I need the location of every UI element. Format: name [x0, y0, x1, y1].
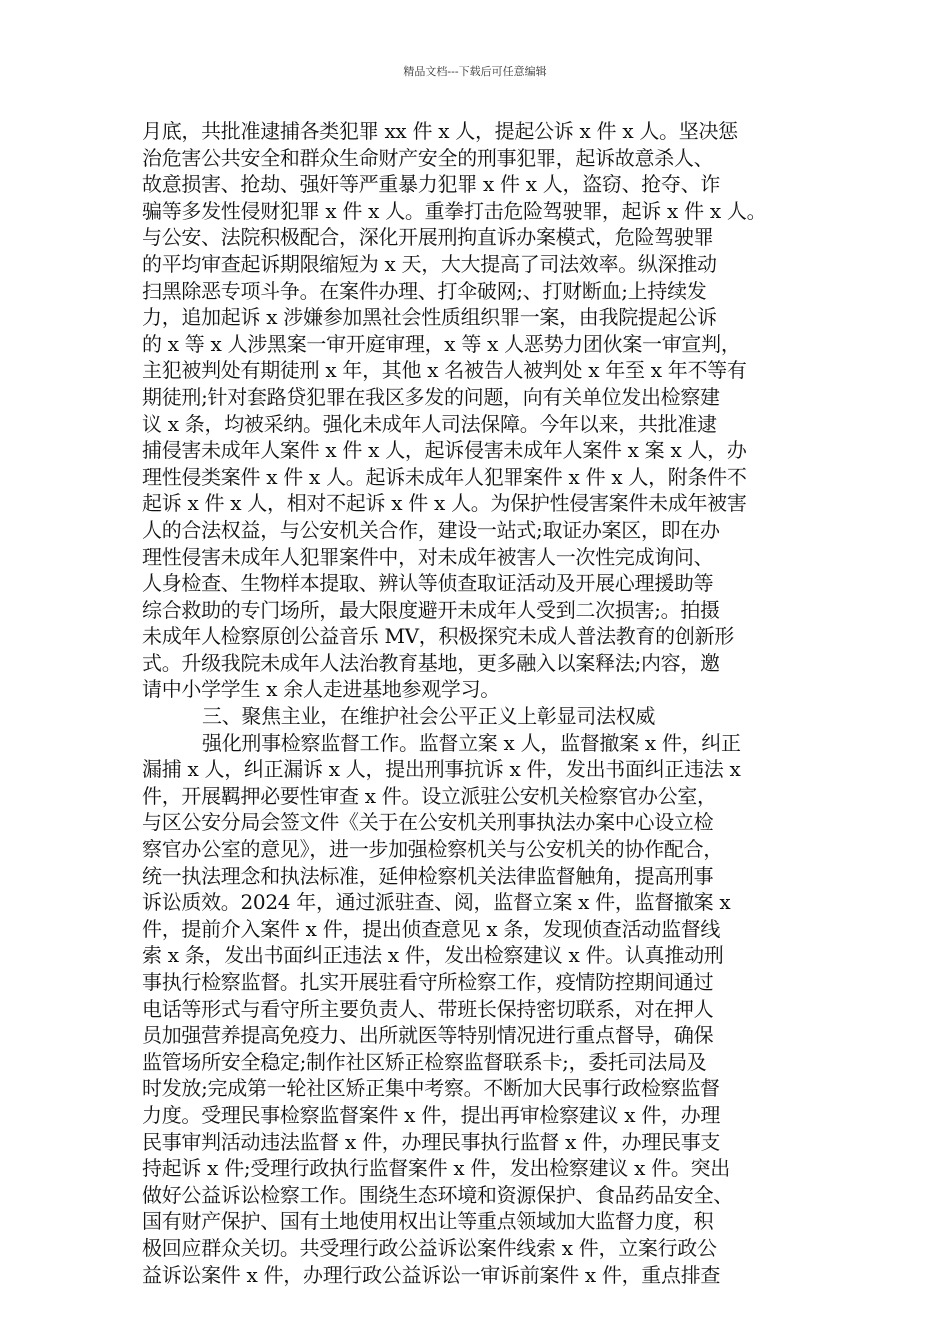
- text-line: 极回应群众关切。共受理行政公益诉讼案件线索 x 件，立案行政公: [142, 1235, 717, 1260]
- text-line: 未成年人检察原创公益音乐 MV，积极探究未成人普法教育的创新形: [142, 624, 734, 649]
- text-line: 议 x 条，均被采纳。强化未成年人司法保障。今年以来，共批准逮: [142, 411, 717, 436]
- section-heading: 三、聚焦主业，在维护社会公平正义上彰显司法权威: [202, 704, 656, 729]
- text-line: 主犯被判处有期徒刑 x 年，其他 x 名被告人被判处 x 年至 x 年不等有: [142, 358, 747, 383]
- text-line: 事执行检察监督。扎实开展驻看守所检察工作，疫情防控期间通过: [142, 970, 714, 994]
- text-line: 理性侵害未成年人犯罪案件中，对未成年被害人一次性完成询问、: [142, 544, 714, 569]
- text-line: 扫黑除恶专项斗争。在案件办理、打伞破网;、打财断血;上持续发: [142, 278, 707, 303]
- text-line: 察官办公室的意见》，进一步加强检察机关与公安机关的协作配合，: [142, 837, 723, 862]
- text-line: 与区公安分局会签文件《关于在公安机关刑事执法办案中心设立检: [142, 810, 714, 835]
- text-line: 式。升级我院未成年人法治教育基地，更多融入以案释法;内容，邀: [142, 650, 720, 675]
- page-header-note: 精品文档---下载后可任意编辑: [403, 65, 547, 78]
- text-line: 力度。受理民事检察监督案件 x 件，提出再审检察建议 x 件，办理: [142, 1102, 721, 1127]
- text-line: 骗等多发性侵财犯罪 x 件 x 人。重拳打击危险驾驶罪，起诉 x 件 x 人。: [142, 198, 767, 223]
- text-line: 索 x 条，发出书面纠正违法 x 件，发出检察建议 x 件。认真推动刑: [142, 943, 724, 968]
- paragraph-first-line: 强化刑事检察监督工作。监督立案 x 人，监督撤案 x 件，纠正: [202, 730, 741, 755]
- text-line: 人身检查、生物样本提取、辨认等侦查取证活动及开展心理援助等: [142, 571, 714, 596]
- text-line: 请中小学学生 x 余人走进基地参观学习。: [142, 677, 500, 702]
- text-line: 件，提前介入案件 x 件，提出侦查意见 x 条，发现侦查活动监督线: [142, 916, 721, 941]
- text-line: 的平均审查起诉期限缩短为 x 天，大大提高了司法效率。纵深推动: [142, 251, 717, 276]
- text-line: 统一执法理念和执法标准，延伸检察机关法律监督触角，提高刑事: [142, 863, 714, 888]
- text-line: 持起诉 x 件;受理行政执行监督案件 x 件，发出检察建议 x 件。突出: [142, 1156, 730, 1181]
- text-line: 与公安、法院积极配合，深化开展刑拘直诉办案模式，危险驾驶罪: [142, 225, 714, 250]
- text-line: 故意损害、抢劫、强奸等严重暴力犯罪 x 件 x 人，盗窃、抢夺、诈: [142, 172, 721, 197]
- text-line: 民事审判活动违法监督 x 件，办理民事执行监督 x 件，办理民事支: [142, 1129, 721, 1154]
- text-line: 人的合法权益，与公安机关合作，建设一站式;取证办案区，即在办: [142, 517, 720, 542]
- text-line: 益诉讼案件 x 件，办理行政公益诉讼一审诉前案件 x 件，重点排查: [142, 1262, 721, 1287]
- text-line: 期徒刑;针对套路贷犯罪在我区多发的问题，向有关单位发出检察建: [142, 384, 720, 409]
- text-line: 时发放;完成第一轮社区矫正集中考察。不断加大民事行政检察监督: [142, 1076, 720, 1101]
- text-line: 漏捕 x 人，纠正漏诉 x 人，提出刑事抗诉 x 件，发出书面纠正违法 x: [142, 757, 741, 782]
- text-line: 件，开展羁押必要性审查 x 件。设立派驻公安机关检察官办公室，: [142, 783, 717, 808]
- text-line: 电话等形式与看守所主要负责人、带班长保持密切联系，对在押人: [142, 996, 714, 1021]
- document-body: [142, 118, 824, 1288]
- text-line: 监管场所安全稳定;制作社区矫正检察监督联系卡;，委托司法局及: [142, 1049, 707, 1074]
- text-line: 力，追加起诉 x 涉嫌参加黑社会性质组织罪一案，由我院提起公诉: [142, 305, 717, 330]
- text-line: 国有财产保护、国有土地使用权出让等重点领域加大监督力度，积: [142, 1209, 714, 1234]
- text-line: 理性侵类案件 x 件 x 人。起诉未成年人犯罪案件 x 件 x 人，附条件不: [142, 464, 747, 489]
- text-line: 做好公益诉讼检察工作。围绕生态环境和资源保护、食品药品安全、: [142, 1182, 733, 1207]
- text-line: 的 x 等 x 人涉黑案一审开庭审理，x 等 x 人恶势力团伙案一审宣判，: [142, 331, 741, 356]
- text-line: 捕侵害未成年人案件 x 件 x 人，起诉侵害未成年人案件 x 案 x 人，办: [142, 438, 747, 463]
- text-line: 员加强营养提高免疫力、出所就医等特别情况进行重点督导，确保: [142, 1023, 714, 1048]
- text-line: 月底，共批准逮捕各类犯罪 xx 件 x 人，提起公诉 x 件 x 人。坚决惩: [142, 119, 738, 143]
- text-line: 综合救助的专门场所，最大限度避开未成年人受到二次损害;。拍摄: [142, 597, 720, 622]
- text-line: 诉讼质效。2024 年，通过派驻查、阅，监督立案 x 件，监督撤案 x: [142, 890, 731, 915]
- text-line: 治危害公共安全和群众生命财产安全的刑事犯罪，起诉故意杀人、: [142, 145, 714, 170]
- text-line: 起诉 x 件 x 人，相对不起诉 x 件 x 人。为保护性侵害案件未成年被害: [142, 491, 747, 516]
